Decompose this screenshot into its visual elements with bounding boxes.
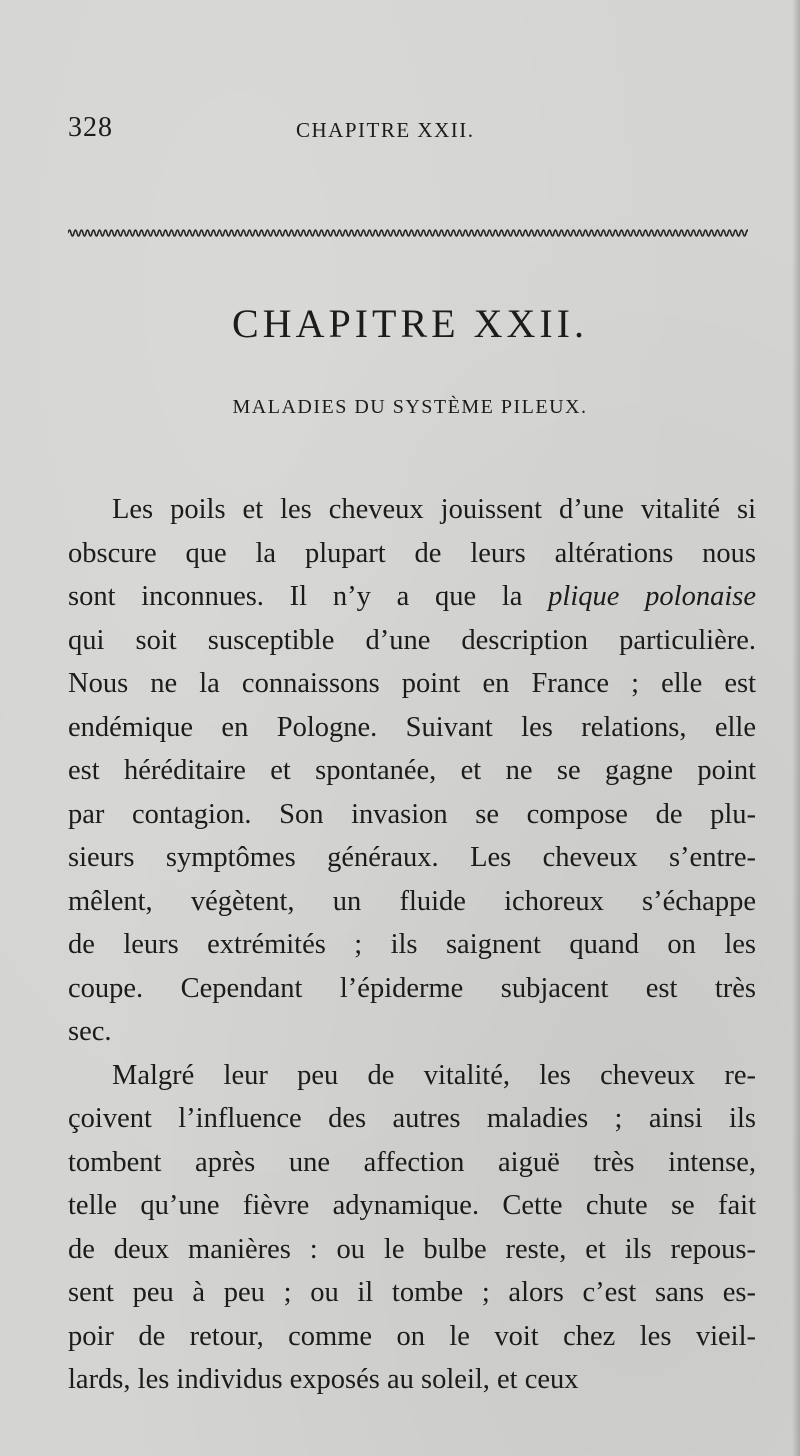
text-line: endémique en Pologne. Suivant les relations, elle bbox=[68, 711, 756, 743]
italic-phrase: plique polonaise bbox=[548, 581, 756, 612]
text-line: lards, les individus exposés au soleil, et ceux bbox=[68, 1364, 579, 1395]
text-line: coupe. Cependant l’épiderme subjacent est très bbox=[68, 972, 756, 1004]
text-line: par contagion. Son invasion se compose de plu- bbox=[68, 798, 756, 830]
text-line: sec. bbox=[68, 1016, 112, 1047]
text-line: Malgré leur peu de vitalité, les cheveux re- bbox=[112, 1059, 756, 1091]
running-head bbox=[68, 112, 508, 152]
text-line: mêlent, végètent, un fluide ichoreux s’échappe bbox=[68, 885, 756, 917]
paragraph bbox=[68, 1054, 756, 1402]
ornament-wave bbox=[68, 230, 748, 236]
text-line: Les poils et les cheveux jouissent d’une vitalité si bbox=[112, 494, 756, 525]
page-number: 328 bbox=[68, 112, 113, 143]
text-line: sent peu à peu ; ou il tombe ; alors c’est sans es- bbox=[68, 1277, 756, 1308]
text-line: de deux manières : ou le bulbe reste, et ils repous- bbox=[68, 1233, 756, 1265]
ornamental-rule bbox=[68, 226, 748, 240]
body-text bbox=[68, 488, 756, 1402]
text-line: qui soit susceptible d’une description particulière. bbox=[68, 624, 756, 656]
text-line: sieurs symptômes généraux. Les cheveux s’entre- bbox=[68, 842, 756, 873]
text-line: poir de retour, comme on le voit chez les vieil- bbox=[68, 1320, 756, 1352]
paragraph bbox=[68, 488, 756, 1054]
text-line: est héréditaire et spontanée, et ne se gagne point bbox=[68, 755, 756, 786]
chapter-subtitle: MALADIES DU SYSTÈME PILEUX. bbox=[232, 396, 588, 418]
page-edge-shadow bbox=[792, 0, 800, 1456]
text-line: obscure que la plupart de leurs altérations nous bbox=[68, 537, 756, 569]
text-line: de leurs extrémités ; ils saignent quand on les bbox=[68, 929, 756, 960]
text-line: Nous ne la connaissons point en France ; elle est bbox=[68, 668, 756, 699]
running-title: CHAPITRE XXII. bbox=[296, 118, 475, 142]
text-line: sont inconnues. Il n’y a que la plique polonaise bbox=[68, 581, 756, 612]
text-line: tombent après une affection aiguë très intense, bbox=[68, 1146, 756, 1178]
chapter-title: CHAPITRE XXII. bbox=[232, 301, 588, 346]
text-line: çoivent l’influence des autres maladies ; ainsi ils bbox=[68, 1103, 756, 1134]
text-line: telle qu’une fièvre adynamique. Cette chute se fait bbox=[68, 1190, 756, 1221]
